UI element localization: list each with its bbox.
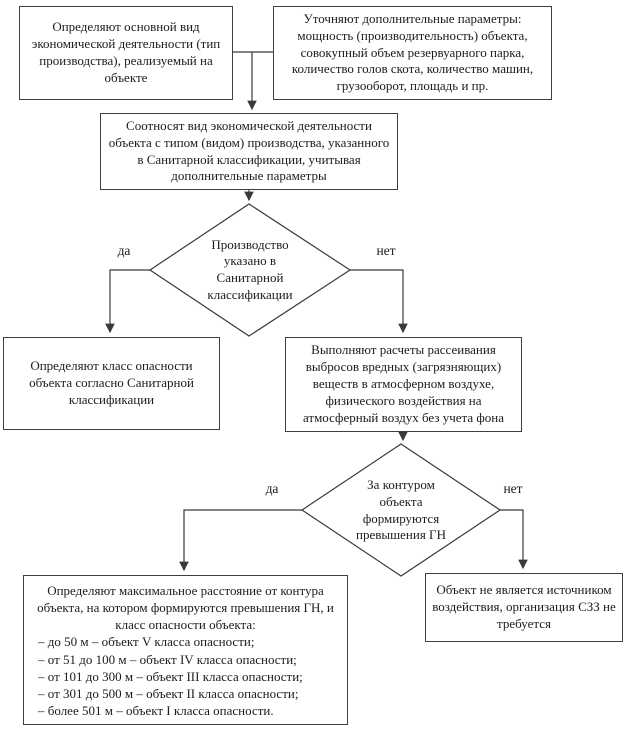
- node-perform-dispersion-calcs: Выполняют расчеты рассеивания выбросов вредных (загрязняющих) веществ в атмосферном воздухе, физического воздействия на атмосферный воздух без учета фона: [285, 337, 522, 432]
- decision2-no-label: нет: [503, 481, 523, 496]
- edge-decision2-yes: [184, 510, 302, 570]
- distance-class-item: – от 101 до 300 м – объект III класса опасности;: [38, 668, 303, 684]
- decision2-yes-label: да: [265, 481, 279, 496]
- edge-decision2-no: [500, 510, 523, 568]
- distance-class-item: – до 50 м – объект V класса опасности;: [38, 634, 255, 650]
- distance-class-item: – более 501 м – объект I класса опасности.: [38, 702, 274, 718]
- node-clarify-parameters: Уточняют дополнительные параметры: мощность (производительность) объекта, совокупный объем резервуарного парка, количество голов скота, количество машин, грузооборот, площадь и пр.: [273, 6, 552, 100]
- distance-class-item: – от 51 до 100 м – объект IV класса опасности;: [38, 651, 297, 667]
- edge-decision1-no: [350, 270, 403, 332]
- decision1-no-label: нет: [376, 243, 396, 258]
- decision1-yes-label: да: [117, 243, 131, 258]
- edge-decision1-yes: [110, 270, 150, 332]
- max-distance-title: Определяют максимальное расстояние от контура объекта, на котором формируются превышения ГН, и класс опасности объекта:: [37, 582, 334, 633]
- decision2-text: За контуром объекта формируются превышения ГН: [356, 477, 446, 543]
- node-no-szz-required: Объект не является источником воздействия, организация СЗЗ не требуется: [425, 573, 623, 642]
- node-determine-class-sanitary: Определяют класс опасности объекта согласно Санитарной классификации: [3, 337, 220, 430]
- decision1-text: Производство указано в Санитарной классификации: [207, 236, 293, 302]
- node-correlate-activity: Соотносят вид экономической деятельности объекта с типом (видом) производства, указанного в Санитарной классификации, учитывая дополнительные параметры: [100, 113, 398, 190]
- node-determine-activity: Определяют основной вид экономической деятельности (тип производства), реализуемый на объекте: [19, 6, 233, 100]
- distance-class-item: – от 301 до 500 м – объект II класса опасности;: [38, 685, 299, 701]
- node-determine-max-distance: [23, 575, 348, 725]
